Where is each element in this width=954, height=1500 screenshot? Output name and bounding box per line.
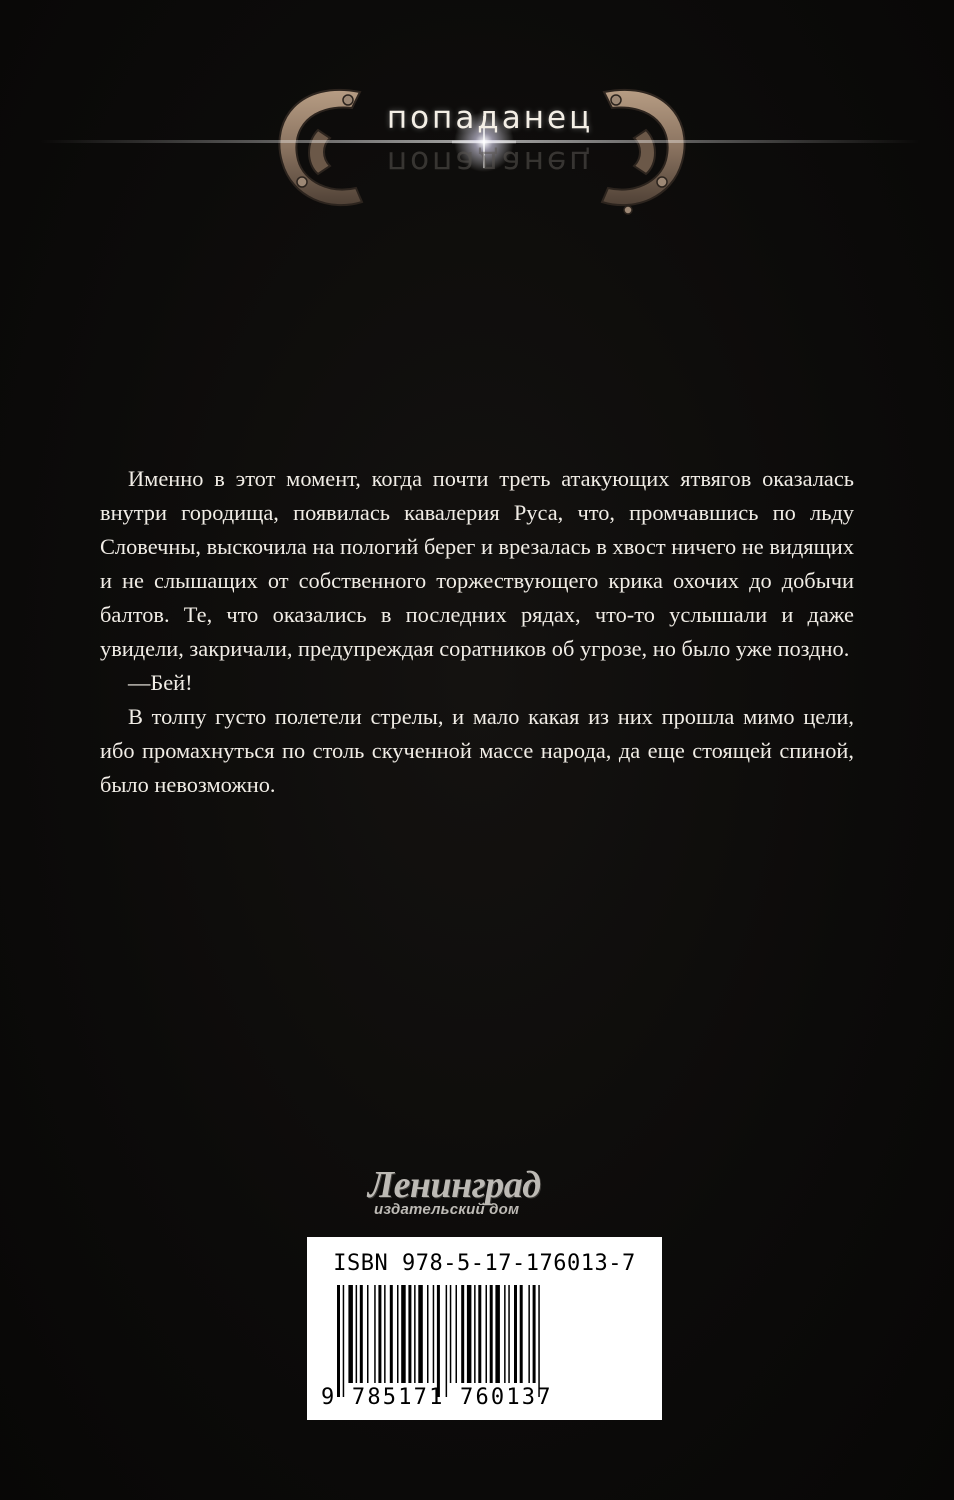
barcode-bar	[478, 1285, 481, 1383]
barcode-bar	[418, 1285, 423, 1383]
barcode-bar	[433, 1285, 435, 1383]
barcode-bar	[461, 1285, 464, 1383]
blurb-paragraph: Именно в этот момент, когда почти треть атакующих ятвягов оказалась внутри городища, появилась кавалерия Руса, что, промчавшись по льду Словечны, выскочила на пологий берег и врезалась в хвост ничего не видящих и не слышащих от собственного торжествующего крика охочих до добычи балтов. Те, что оказались в последних рядах, что-то услышали и даже увидели, закричали, предупреждая соратников об угрозе, но было уже поздно.	[100, 466, 854, 661]
barcode-bar	[508, 1285, 510, 1383]
barcode-bar	[397, 1285, 399, 1383]
barcode-bar	[348, 1285, 353, 1383]
barcode-bar	[495, 1285, 500, 1383]
blurb-paragraph: —Бей!	[128, 670, 193, 695]
barcode-bar	[467, 1285, 472, 1383]
barcode-bar	[384, 1285, 386, 1383]
barcode-bar	[514, 1285, 517, 1383]
barcode-bar	[538, 1285, 540, 1397]
barcode-bar	[356, 1285, 358, 1383]
barcode-bar	[490, 1285, 493, 1383]
barcode-bar	[450, 1285, 452, 1383]
back-cover-blurb	[100, 462, 854, 802]
barcode-bar	[533, 1285, 536, 1383]
isbn-text: ISBN 978-5-17-176013-7	[333, 1251, 636, 1276]
barcode-bar	[408, 1285, 411, 1383]
barcode-bar	[446, 1285, 448, 1397]
barcode-bar	[343, 1285, 345, 1397]
barcode-bar	[378, 1285, 381, 1383]
barcode-bar	[504, 1285, 506, 1383]
series-emblem	[0, 70, 954, 220]
barcode-bar	[367, 1285, 369, 1383]
barcode-bar	[337, 1285, 340, 1397]
publisher-logo	[368, 1163, 608, 1223]
isbn-barcode-block	[307, 1237, 662, 1420]
publisher-subtitle: издательский дом	[374, 1201, 520, 1218]
barcode-bar	[456, 1285, 458, 1383]
barcode-bar	[474, 1285, 476, 1383]
barcode-bar	[427, 1285, 429, 1383]
barcode-bar	[437, 1285, 440, 1397]
barcode-bar	[528, 1285, 530, 1383]
publisher-name: Ленинград	[368, 1164, 541, 1206]
barcode-bar	[374, 1285, 376, 1383]
series-title-reflection: попаданец	[386, 144, 594, 180]
ean-digits: 9 785171 760137	[321, 1385, 553, 1410]
barcode-bar	[520, 1285, 523, 1383]
barcode-bar	[360, 1285, 363, 1383]
barcode-bar	[401, 1285, 406, 1383]
series-title: попаданец	[386, 100, 594, 136]
barcode-bar	[414, 1285, 416, 1383]
blurb-paragraph: В толпу густо полетели стрелы, и мало какая из них прошла мимо цели, ибо промахнуться по столь скученной массе народа, да еще стоящей спиной, было невозможно.	[100, 704, 854, 797]
barcode-bar	[486, 1285, 488, 1383]
barcode-bar	[390, 1285, 393, 1383]
